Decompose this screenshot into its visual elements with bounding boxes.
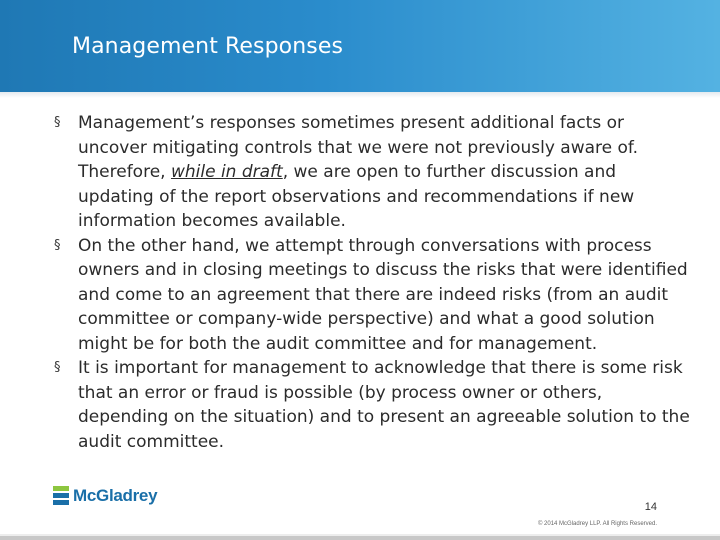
bullet-item (54, 356, 690, 454)
copyright-notice: © 2014 McGladrey LLP. All Rights Reserved. (537, 521, 657, 527)
mcgladrey-logo-icon (53, 486, 69, 506)
footer-bar (0, 534, 720, 540)
bullet-text-part: Management’s responses sometimes present additional facts or uncover mitigating controls that we were not previously aware of. Therefore, (78, 113, 639, 182)
bullet-marker-icon: § (54, 360, 61, 375)
bullet-text: On the other hand, we attempt through conversations with process owners and in closing meetings to discuss the risks that were identified and come to an agreement that there are indeed risks (from an audit committee or company-wide perspective) and what a good solution might be for both the audit committee and for management. (78, 235, 688, 354)
page-number: 14 (644, 501, 657, 513)
bullet-item (54, 234, 690, 357)
bullet-item (54, 111, 690, 234)
emphasis-text: while in draft (170, 162, 283, 182)
bullet-text (78, 113, 638, 231)
bullet-text: It is important for management to acknowledge that there is some risk that an error or fraud is possible (by process owner or others, depending on the situation) and to present an agreeable solution to the audit committee. (78, 358, 690, 452)
slide-title: Management Responses (72, 34, 344, 59)
bullet-text-part: , we are open to further discussion and updating of the report observations and recommendations if new information becomes available. (78, 162, 635, 231)
title-banner (0, 0, 720, 92)
bullet-marker-icon: § (54, 237, 61, 253)
logo-text: McGladrey (73, 486, 158, 505)
company-logo (53, 484, 157, 508)
bullet-list (54, 111, 690, 454)
banner-shadow (0, 92, 720, 98)
bullet-marker-icon: § (54, 115, 61, 130)
